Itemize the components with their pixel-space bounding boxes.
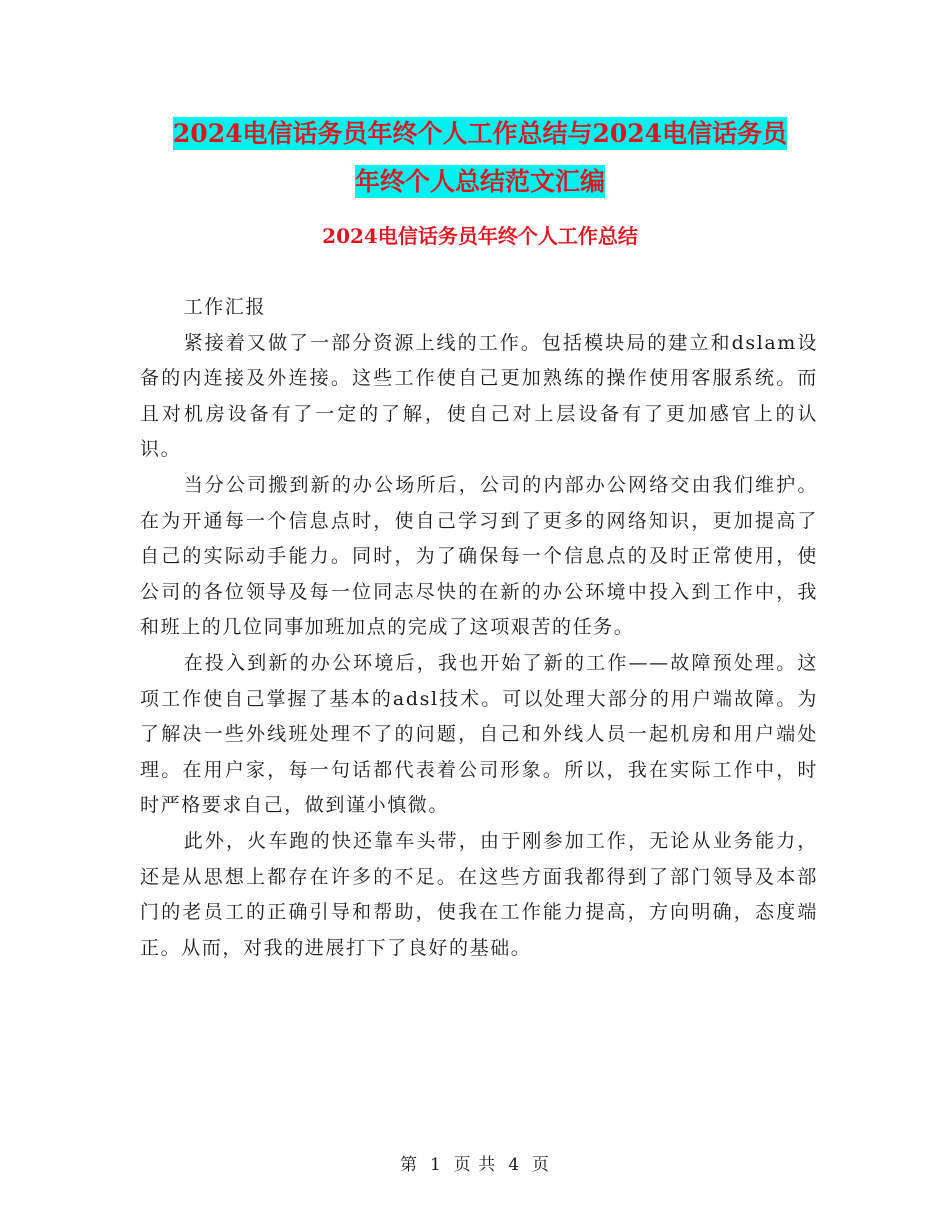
paragraph: 在投入到新的办公环境后，我也开始了新的工作——故障预处理。这项工作使自己掌握了基本的adsl技术。可以处理大部分的用户端故障。为了解决一些外线班处理不了的问题，自己和外线人员一起机房和用户端处理。在用户家，每一句话都代表着公司形象。所以，我在实际工作中，时时严格要求自己，做到谨小慎微。 <box>140 651 818 817</box>
paragraph: 此外，火车跑的快还靠车头带，由于刚参加工作，无论从业务能力，还是从思想上都存在许多的不足。在这些方面我都得到了部门领导及本部门的老员工的正确引导和帮助，使我在工作能力提高，方向明确，态度端正。从而，对我的进展打下了良好的基础。 <box>140 829 818 959</box>
footer-label-of: 页 共 <box>453 1155 497 1175</box>
title-line-2: 年终个人总结范文汇编 <box>354 167 605 196</box>
paragraph: 当分公司搬到新的办公场所后，公司的内部办公网络交由我们维护。在为开通每一个信息点时，使自己学习到了更多的网络知识，更加提高了自己的实际动手能力。同时，为了确保每一个信息点的及时正常使用，使公司的各位领导及每一位同志尽快的在新的办公环境中投入到工作中，我和班上的几位同事加班加点的完成了这项艰苦的任务。 <box>140 473 818 639</box>
footer-current-page: 1 <box>429 1155 442 1175</box>
document-title <box>140 110 820 206</box>
page-footer <box>0 1150 950 1175</box>
document-body <box>140 290 818 966</box>
title-line-1: 2024电信话务员年终个人工作总结与2024电信话务员 <box>172 119 788 148</box>
footer-total-pages: 4 <box>508 1155 521 1175</box>
paragraph: 工作汇报 <box>183 296 267 318</box>
section-heading: 2024电信话务员年终个人工作总结 <box>322 224 638 248</box>
footer-label-page: 第 <box>399 1155 418 1175</box>
footer-label-end: 页 <box>532 1155 551 1175</box>
paragraph: 紧接着又做了一部分资源上线的工作。包括模块局的建立和dslam设备的内连接及外连接。这些工作使自己更加熟练的操作使用客服系统。而且对机房设备有了一定的了解，使自己对上层设备有了更加感官上的认识。 <box>140 331 818 461</box>
